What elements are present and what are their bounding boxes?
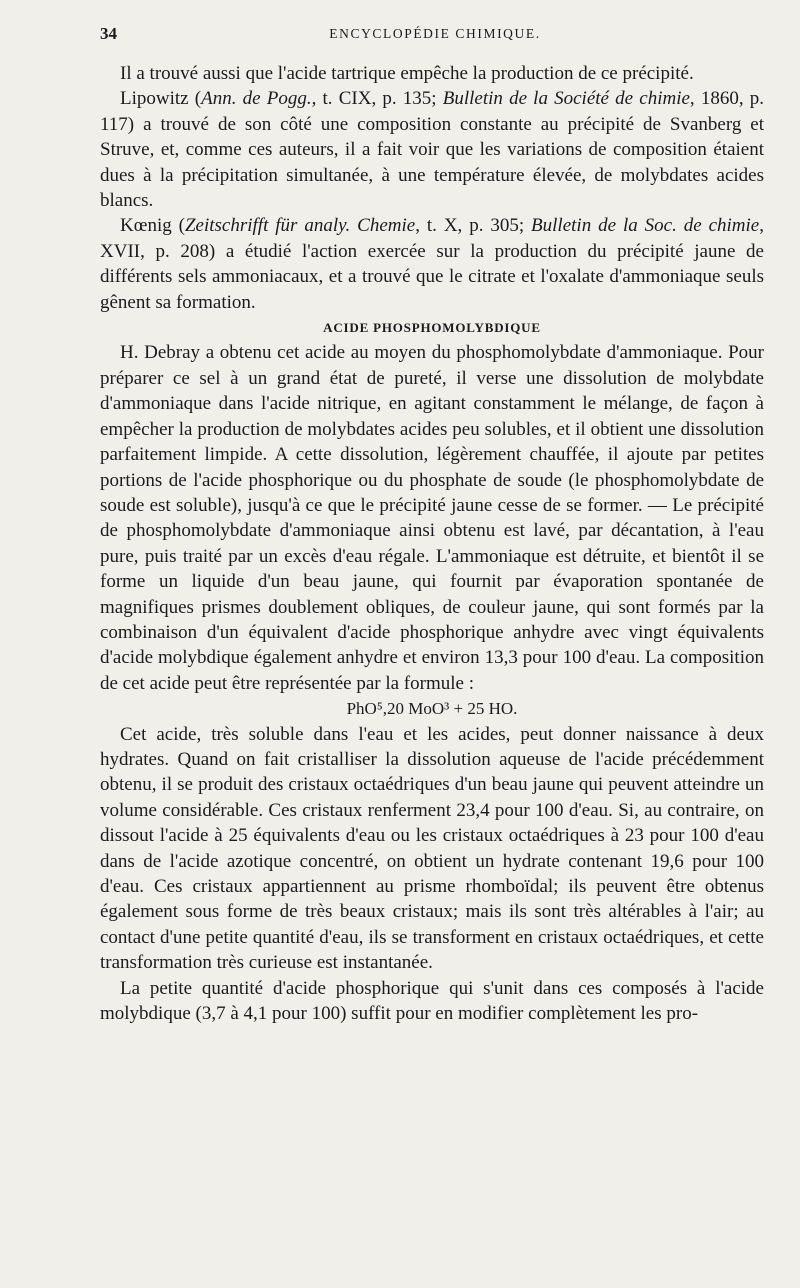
text-run: , t. CIX, p. 135;: [311, 88, 443, 110]
running-title: ENCYCLOPÉDIE CHIMIQUE.: [329, 26, 541, 41]
chemical-formula: PhO⁵,20 MoO³ + 25 HO.: [346, 699, 518, 719]
text-run: , 1860, p. 117) a trouvé de son côté une composition constante au précipité de Svanberg et Struve, et, comme ces auteurs, il a fait voir que les variations de composition étaient dues à la précipitation simultanée, à une température élevée, de molybdates acides blancs.: [100, 88, 764, 212]
citation-title: Bulletin de la Soc. de chimie: [531, 215, 760, 237]
text-run: Lipowitz (: [120, 88, 202, 110]
text-run: , XVII, p. 208) a étudié l'action exercée sur la production du précipité jaune de différents sels ammoniacaux, et a trouvé que le citrate et l'oxalate d'ammoniaque seuls gênent sa formation.: [100, 215, 764, 313]
page-number: 34: [100, 24, 117, 43]
running-head: [100, 24, 770, 50]
paragraph-hydrates: Cet acide, très soluble dans l'eau et les acides, peut donner naissance à deux hydrates. Quand on fait cristalliser la dissolution aqueuse de l'acide précédemment obtenu, il se produit des cristaux octaédriques d'un beau jaune qui peuvent atteindre un volume considérable. Ces cristaux renferment 23,4 pour 100 d'eau. Si, au contraire, on dissout l'acide à 25 équivalents d'eau ou les cristaux octaédriques à 23 pour 100 d'eau dans de l'acide azotique concentré, on obtient un hydrate contenant 19,6 pour 100 d'eau. Ces cristaux appartiennent au prisme rhomboïdal; ils peuvent être obtenus également sous forme de très beaux cristaux; mais ils sont très altérables à l'air; au contact d'une petite quantité d'eau, ils se transforment en cristaux octaédriques, et cette transformation très curieuse est instantanée.: [100, 723, 764, 974]
paragraph-debray-preparation: H. Debray a obtenu cet acide au moyen du phosphomolybdate d'ammoniaque. Pour préparer ce sel à un grand état de pureté, il verse une dissolution de molybdate d'ammoniaque dans l'acide nitrique, en agitant constamment le mélange, de façon à empêcher la production de molybdates acides peu solubles, et il obtient une dissolution parfaitement limpide. A cette dissolution, légèrement chauffée, il ajoute par petites portions de l'acide phosphorique ou du phosphate de soude (le phosphomolybdate de soude est soluble), jusqu'à ce que le précipité jaune cesse de se former. — Le précipité de phosphomolybdate d'ammoniaque ainsi obtenu est lavé, par décantation, à l'eau pure, puis traité par un excès d'eau régale. L'ammoniaque est détruite, et bientôt il se forme un liquide d'un beau jaune, qui fournit par évaporation spontanée de magnifiques prismes doublement obliques, de couleur jaune, qui sont formés par la combinaison d'un équivalent d'acide phosphorique anhydre avec vingt équivalents d'acide molybdique également anhydre et environ 13,3 pour 100 d'eau. La composition de cet acide peut être représentée par la formule :: [100, 342, 764, 694]
section-heading: ACIDE PHOSPHOMOLYBDIQUE: [323, 320, 541, 336]
citation-title: Ann. de Pogg.: [201, 88, 312, 110]
body-text: [100, 61, 764, 1026]
paragraph-tartaric-acid: Il a trouvé aussi que l'acide tartrique empêche la production de ce précipité.: [120, 63, 694, 84]
paragraph-lipowitz: [100, 86, 764, 213]
text-run: Kœnig (: [120, 215, 185, 237]
paragraph-koenig: [100, 213, 764, 315]
citation-title: Bulletin de la Société de chimie: [442, 88, 690, 110]
paragraph-phosphoric-quantity: La petite quantité d'acide phosphorique qui s'unit dans ces composés à l'acide molybdique (3,7 à 4,1 pour 100) suffit pour en modifier complètement les pro-: [100, 977, 764, 1025]
citation-title: Zeitschrifft für analy. Chemie: [184, 215, 416, 237]
text-run: , t. X, p. 305;: [415, 215, 532, 237]
